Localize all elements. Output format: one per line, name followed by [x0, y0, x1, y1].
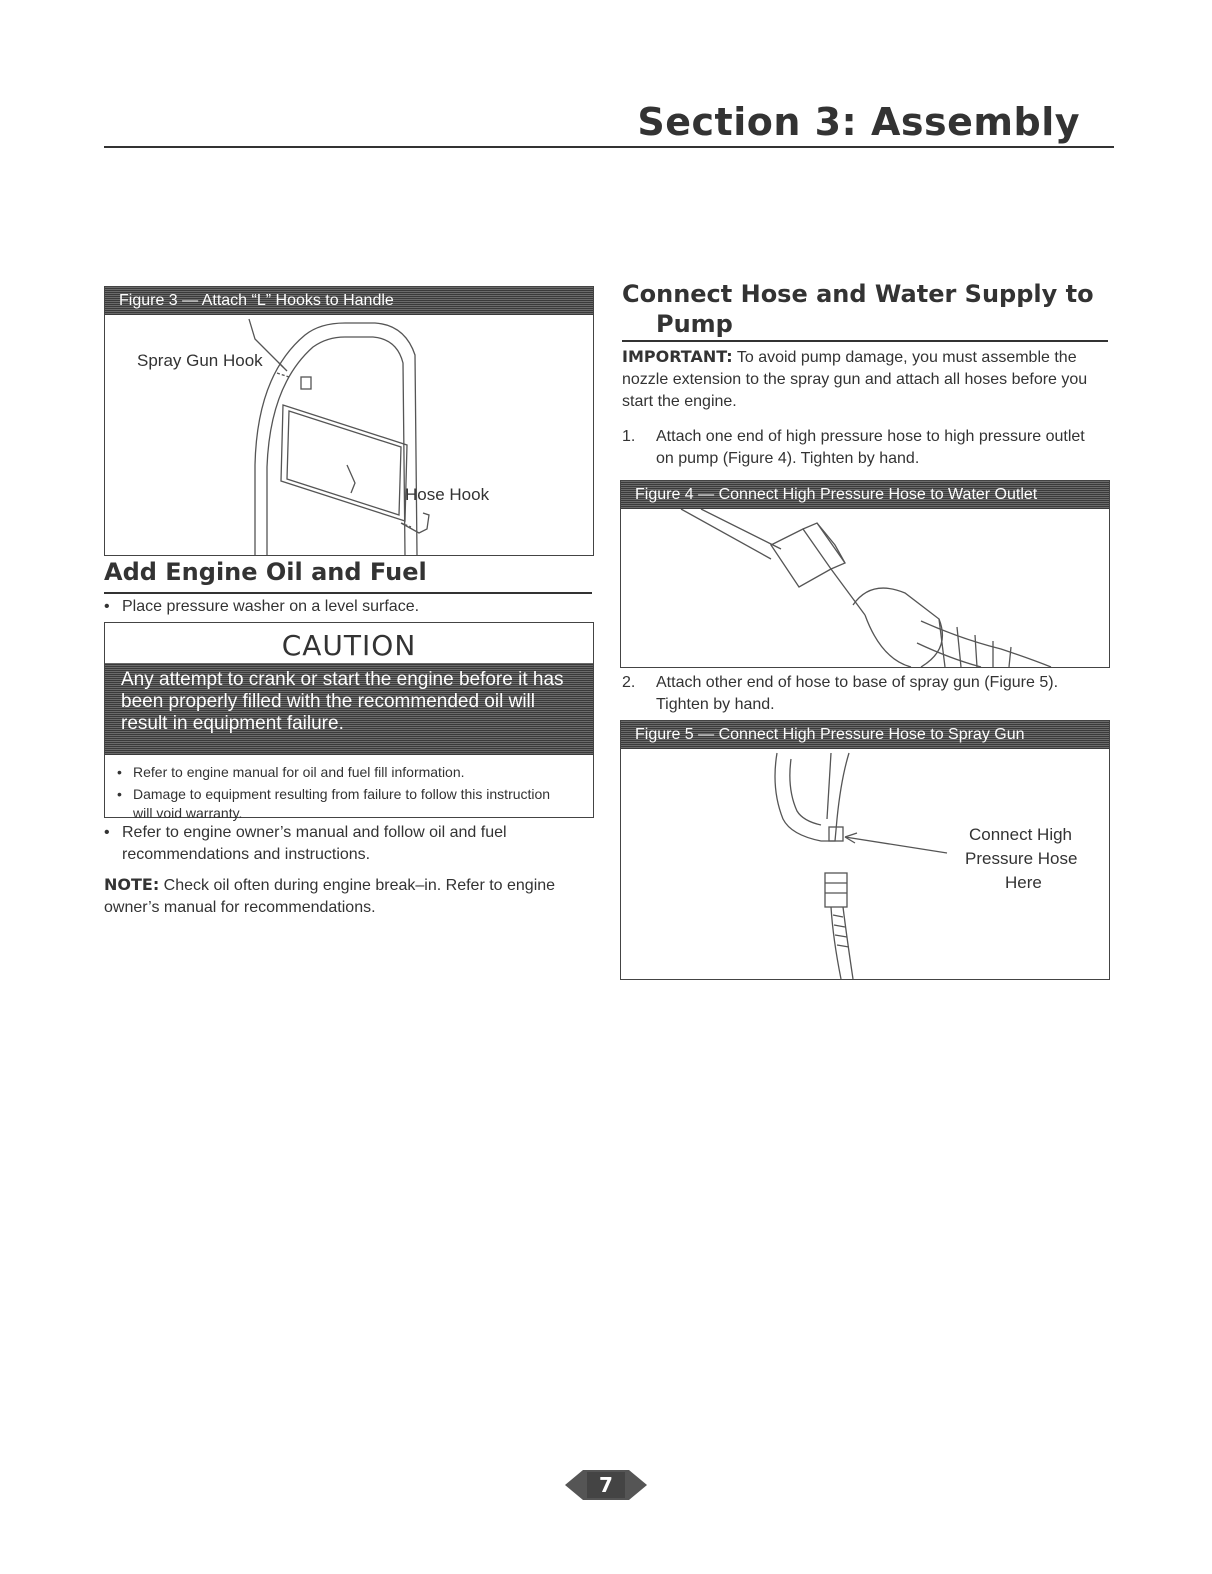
- caution-box: [104, 622, 594, 821]
- important-paragraph: [622, 346, 1108, 413]
- important-label: IMPORTANT:: [622, 347, 733, 366]
- bullet-marker: •: [104, 598, 110, 615]
- connect-hose-heading-line1: Connect Hose and Water Supply to: [622, 280, 1094, 308]
- figure-3-caption: Figure 3 — Attach “L” Hooks to Handle: [105, 287, 593, 315]
- connect-hose-label-line2: Pressure Hose: [965, 849, 1078, 868]
- page-title: Section 3: Assembly: [637, 100, 1080, 144]
- oil-fuel-heading: Add Engine Oil and Fuel: [104, 558, 427, 586]
- caution-item-warranty: Damage to equipment resulting from failure to follow this instruction will void warranty.: [133, 786, 551, 821]
- page-number-badge: [565, 1468, 647, 1502]
- caution-item-fill-info: Refer to engine manual for oil and fuel fill information.: [133, 764, 465, 780]
- figure-5: [620, 720, 1110, 980]
- figure-4-caption: Figure 4 — Connect High Pressure Hose to Water Outlet: [621, 481, 1109, 509]
- connect-hose-heading-rule: [622, 340, 1108, 342]
- figure-5-caption: Figure 5 — Connect High Pressure Hose to Spray Gun: [621, 721, 1109, 749]
- bullet-marker: •: [104, 824, 110, 841]
- page-number: 7: [599, 1473, 613, 1497]
- spray-gun-hook-label: Spray Gun Hook: [137, 351, 263, 370]
- note-paragraph: [104, 874, 574, 919]
- note-text: Check oil often during engine break–in. Refer to engine owner’s manual for recommendations.: [104, 877, 556, 916]
- caution-title: CAUTION: [281, 629, 417, 662]
- step-1-text: Attach one end of high pressure hose to high pressure outlet on pump (Figure 4). Tighten by hand.: [656, 428, 1085, 467]
- bullet-marker: •: [117, 764, 122, 780]
- connect-hose-label-line3: Here: [1005, 873, 1042, 892]
- connect-hose-label-line1: Connect High: [969, 825, 1073, 844]
- figure-3: [104, 286, 594, 556]
- step-1-number: 1.: [622, 428, 636, 445]
- step-2-number: 2.: [622, 674, 636, 691]
- hose-hook-label: Hose Hook: [405, 485, 490, 504]
- step-2-text: Attach other end of hose to base of spray gun (Figure 5). Tighten by hand.: [656, 674, 1059, 713]
- oil-fuel-heading-rule: [104, 592, 592, 594]
- important-text: To avoid pump damage, you must assemble the nozzle extension to the spray gun and attach all hoses before you start the engine.: [622, 349, 1088, 410]
- level-surface-text: Place pressure washer on a level surface.: [122, 598, 420, 615]
- note-label: NOTE:: [104, 875, 160, 894]
- caution-warning: Any attempt to crank or start the engine before it has been properly filled with the recommended oil will result in equipment failure.: [105, 663, 593, 755]
- connect-hose-heading-line2: Pump: [656, 310, 733, 338]
- header-divider: [104, 146, 1114, 148]
- owners-manual-text: Refer to engine owner’s manual and follow oil and fuel recommendations and instructions.: [122, 824, 507, 863]
- figure-4-illustration: [621, 509, 1109, 667]
- figure-4: [620, 480, 1110, 668]
- bullet-marker: •: [117, 786, 122, 802]
